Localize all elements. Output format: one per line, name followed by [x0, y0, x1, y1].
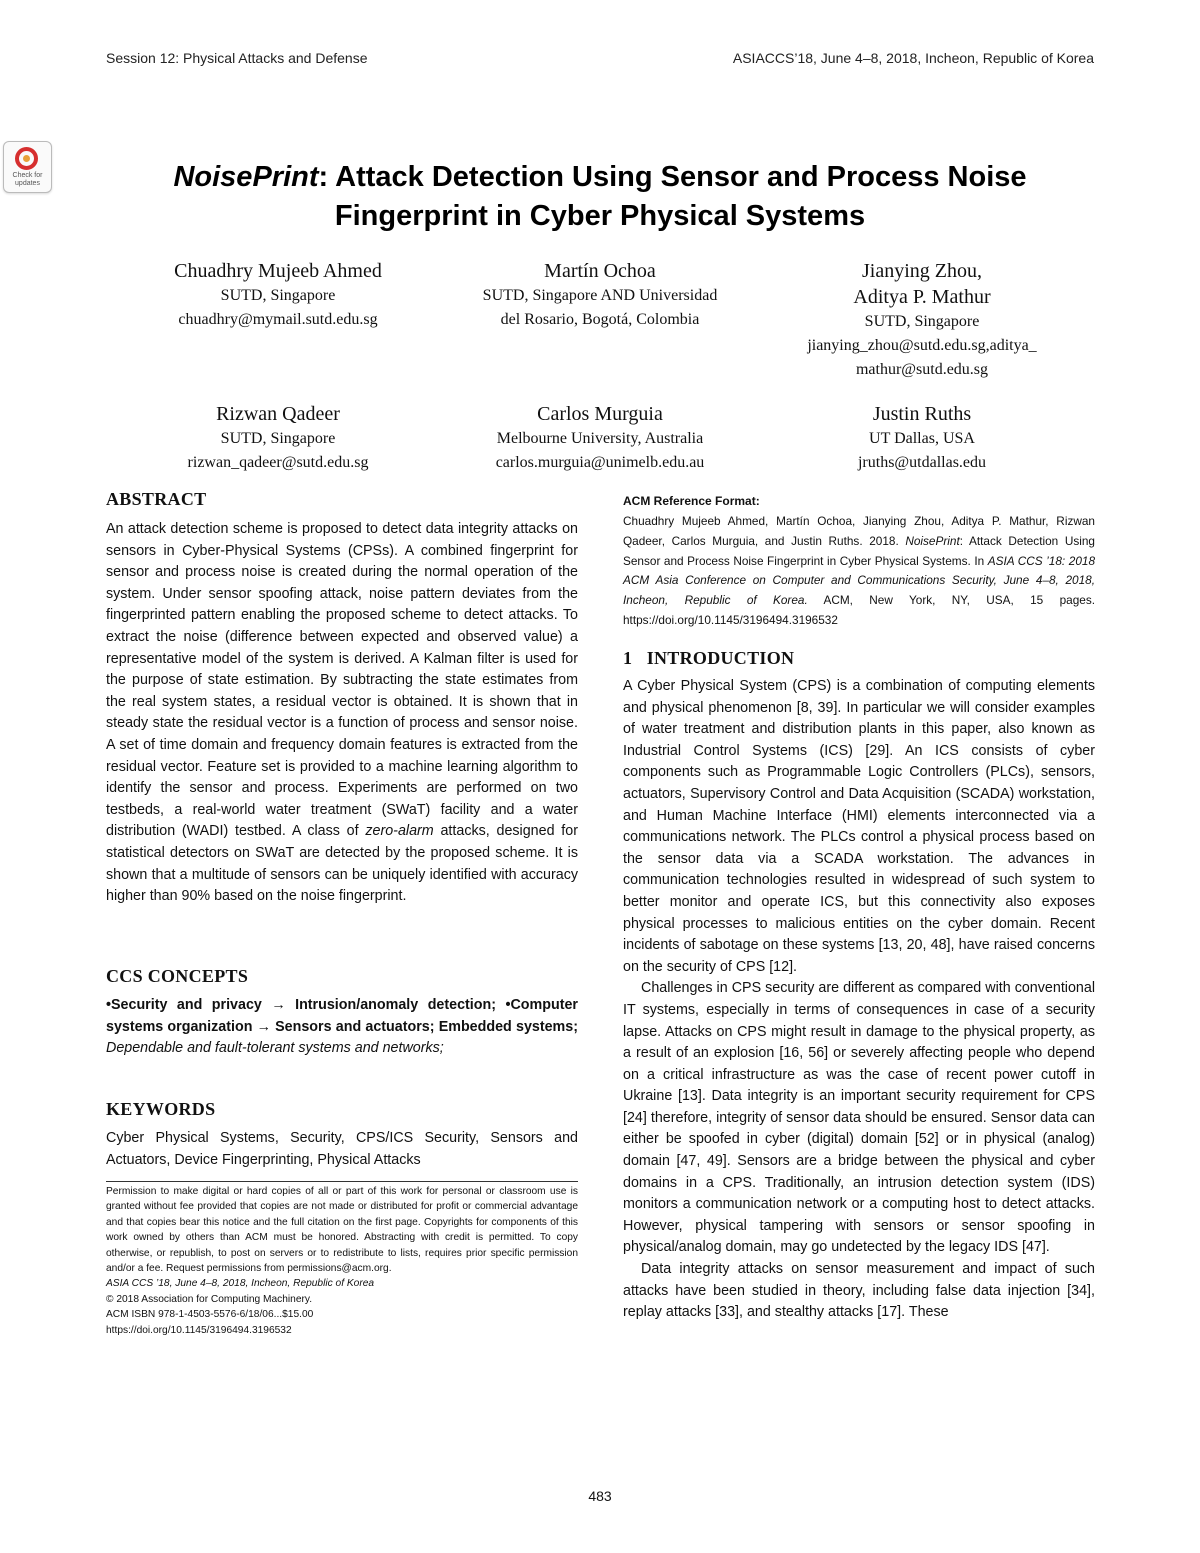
- author-block: [430, 258, 770, 332]
- running-head-left: Session 12: Physical Attacks and Defense: [106, 50, 368, 66]
- intro-paragraph: Challenges in CPS security are different as compared with conventional IT systems, especially in terms of consequences in case of a security lapse. Attacks on CPS might result in damage to the physical property, as a result of an explosion [16, 56] or severely affecting people who depend on a critical infrastructure as was the case of recent power cutoff in Ukraine [13]. Data integrity is an important security requirement for CPS [24] therefore, integrity of sensor data should be ensured. Sensor data can either be spoofed in cyber (digital) domain [52] or in physical (analog) domain [47, 49]. Sensors are a bridge between the physical and cyber domains in a CPS. Traditionally, an intrusion detection system (IDS) monitors a communication network or a computing host to detect attacks. However, physical tampering with sensors or sensor spoofing in physical/analog domain, may go undetected by the legacy IDS [47].: [623, 980, 1095, 1256]
- permission-copyright: © 2018 Association for Computing Machinery.: [106, 1293, 313, 1305]
- acm-ref-italic: ASIA CCS ’18: 2018 ACM Asia Conference on Computer and Communications Security, June 4–8, 2018, Incheon, Republic of Korea.: [623, 553, 1096, 608]
- author-affiliation: SUTD, Singapore: [220, 287, 336, 304]
- author-block: [752, 258, 1092, 382]
- intro-paragraph: A Cyber Physical System (CPS) is a combination of computing elements and physical phenomenon [8, 39]. In particular we will consider examples of water treatment and distribution plants in this paper, also known as Industrial Control Systems (ICS) [29]. An ICS consists of cyber components such as Programmable Logic Controllers (PLCs), sensors, actuators, Supervisory Control and Data Acquisition (SCADA) workstation, and Human Machine Interface (HMI) elements interconnected via a communications network. The PLCs control a physical process based on the sensor data via a SCADA workstation. The advances in communication technologies resulted in widespread of such system to better monitor and operate ICS, but this connectivity also exposes physical processes to malicious entities on the cyber domain. Recent incidents of sabotage on these systems [13, 20, 48], have raised concerns on the security of CPS [12].: [623, 678, 1095, 975]
- author-name: Jianying Zhou,: [862, 260, 982, 282]
- badge-label: Check for updates: [12, 172, 43, 187]
- paper-title: [0, 158, 1200, 236]
- abstract-text: [106, 519, 578, 908]
- author-affiliation: Melbourne University, Australia: [496, 430, 704, 447]
- acm-ref-heading: ACM Reference Format:: [623, 494, 760, 508]
- author-name-2: Aditya P. Mathur: [853, 286, 991, 308]
- acm-ref-part: : Attack Detection Using Sensor and Process Noise Fingerprint in Cyber Physical Systems. In: [623, 533, 1095, 568]
- keywords-heading: KEYWORDS: [106, 1099, 216, 1119]
- running-head-right: ASIACCS’18, June 4–8, 2018, Incheon, Republic of Korea: [732, 50, 1094, 66]
- author-name: Martín Ochoa: [544, 260, 656, 282]
- keywords-text: Cyber Physical Systems, Security, CPS/ICS Security, Sensors and Actuators, Device Fingerprinting, Physical Attacks: [106, 1130, 578, 1168]
- author-email[interactable]: jruths@utdallas.edu: [857, 454, 987, 471]
- author-email[interactable]: jianying_zhou@sutd.edu.sg,aditya_: [807, 337, 1037, 354]
- ccs-text: [106, 995, 578, 1060]
- permission-venue: ASIA CCS ’18, June 4–8, 2018, Incheon, Republic of Korea: [106, 1278, 375, 1290]
- author-affiliation: SUTD, Singapore: [864, 313, 980, 330]
- author-email[interactable]: carlos.murguia@unimelb.edu.au: [495, 454, 705, 471]
- abstract-heading: ABSTRACT: [106, 489, 207, 509]
- author-name: Chuadhry Mujeeb Ahmed: [174, 260, 382, 282]
- acm-ref-part: ACM, New York, NY, USA, 15 pages. https://doi.org/10.1145/3196494.3196532: [623, 593, 1095, 627]
- permission-isbn: ACM ISBN 978-1-4503-5576-6/18/06...$15.00: [106, 1309, 314, 1321]
- abstract-italic: zero-alarm: [365, 823, 434, 840]
- author-name: Rizwan Qadeer: [216, 403, 340, 425]
- abstract-text-part: attacks, designed for statistical detectors on SWaT are detected by the proposed scheme. It is shown that a multitude of sensors can be uniquely identified with accuracy higher than 90% based on the noise fingerprint.: [106, 823, 578, 905]
- abstract-text-part: An attack detection scheme is proposed to detect data integrity attacks on sensors in Cyber-Physical Systems (CPSs). A combined fingerprint for sensor and process noise is created during the normal operation of the system. Under sensor spoofing attack, noise pattern deviates from the fingerprinted pattern enabling the proposed scheme to detect attacks. To extract the noise (difference between expected and observed value) a representative model of the system is derived. A Kalman filter is used for the purpose of state estimation. By subtracting the state estimates from the real system states, a residual vector is obtained. It is shown that in steady state the residual vector is a function of process and sensor noise. A set of time domain and frequency domain features is extracted from the residual vector. Feature set is provided to a machine learning algorithm to identify the sensor and process. Experiments are performed on two testbeds, a real-world water treatment (SWaT) facility and a water distribution (WADI) testbed. A class of: [106, 521, 578, 840]
- permission-text: Permission to make digital or hard copies of all or part of this work for personal or classroom use is granted without fee provided that copies are not made or distributed for profit or commercial advantage and that copies bear this notice and the full citation on the first page. Copyrights for components of this work owned by others than ACM must be honored. Abstracting with credit is permitted. To copy otherwise, or republish, to post on servers or to redistribute to lists, requires prior specific permission and/or a fee. Request permissions from permissions@acm.org.: [106, 1186, 578, 1275]
- author-block: [108, 258, 448, 332]
- author-affiliation: UT Dallas, USA: [869, 430, 975, 447]
- author-email-2[interactable]: mathur@sutd.edu.sg: [855, 361, 989, 378]
- author-block: [108, 401, 448, 475]
- ccs-bold: •Security and privacy → Intrusion/anomaly detection; •Computer systems organization → Sensors and actuators; Embedded systems;: [106, 997, 578, 1035]
- title-italic: NoisePrint: [173, 161, 319, 193]
- author-name: Carlos Murguia: [537, 403, 663, 425]
- ccs-heading: CCS CONCEPTS: [106, 966, 249, 986]
- acm-ref-text: [623, 512, 1095, 631]
- author-email[interactable]: rizwan_qadeer@sutd.edu.sg: [187, 454, 369, 471]
- author-name: Justin Ruths: [872, 403, 972, 425]
- acm-ref-italic: NoisePrint: [905, 533, 960, 548]
- intro-heading: 1 INTRODUCTION: [623, 648, 795, 668]
- author-affiliation: SUTD, Singapore: [220, 430, 336, 447]
- permission-block: [106, 1184, 578, 1338]
- author-block: [430, 401, 770, 475]
- page-number: 483: [588, 1488, 612, 1504]
- title-line2: Fingerprint in Cyber Physical Systems: [334, 200, 866, 232]
- title-line1: : Attack Detection Using Sensor and Process Noise: [318, 161, 1027, 193]
- intro-paragraph: Data integrity attacks on sensor measurement and impact of such attacks have been studied in theory, including false data injection [34], replay attacks [33], and stealthy attacks [17]. These: [623, 1261, 1095, 1321]
- permission-doi[interactable]: https://doi.org/10.1145/3196494.3196532: [106, 1324, 292, 1336]
- intro-body: [623, 676, 1095, 1324]
- author-block: [752, 401, 1092, 475]
- footnote-rule: [106, 1181, 578, 1182]
- author-affiliation: SUTD, Singapore AND Universidad: [482, 287, 718, 304]
- ccs-italic: Dependable and fault-tolerant systems and networks;: [106, 1040, 444, 1057]
- author-email[interactable]: chuadhry@mymail.sutd.edu.sg: [178, 311, 378, 328]
- author-affiliation-2: del Rosario, Bogotá, Colombia: [500, 311, 700, 328]
- acm-ref-part: Chuadhry Mujeeb Ahmed, Martín Ochoa, Jianying Zhou, Aditya P. Mathur, Rizwan Qadeer, Carlos Murguia, and Justin Ruths. 2018.: [623, 514, 1095, 548]
